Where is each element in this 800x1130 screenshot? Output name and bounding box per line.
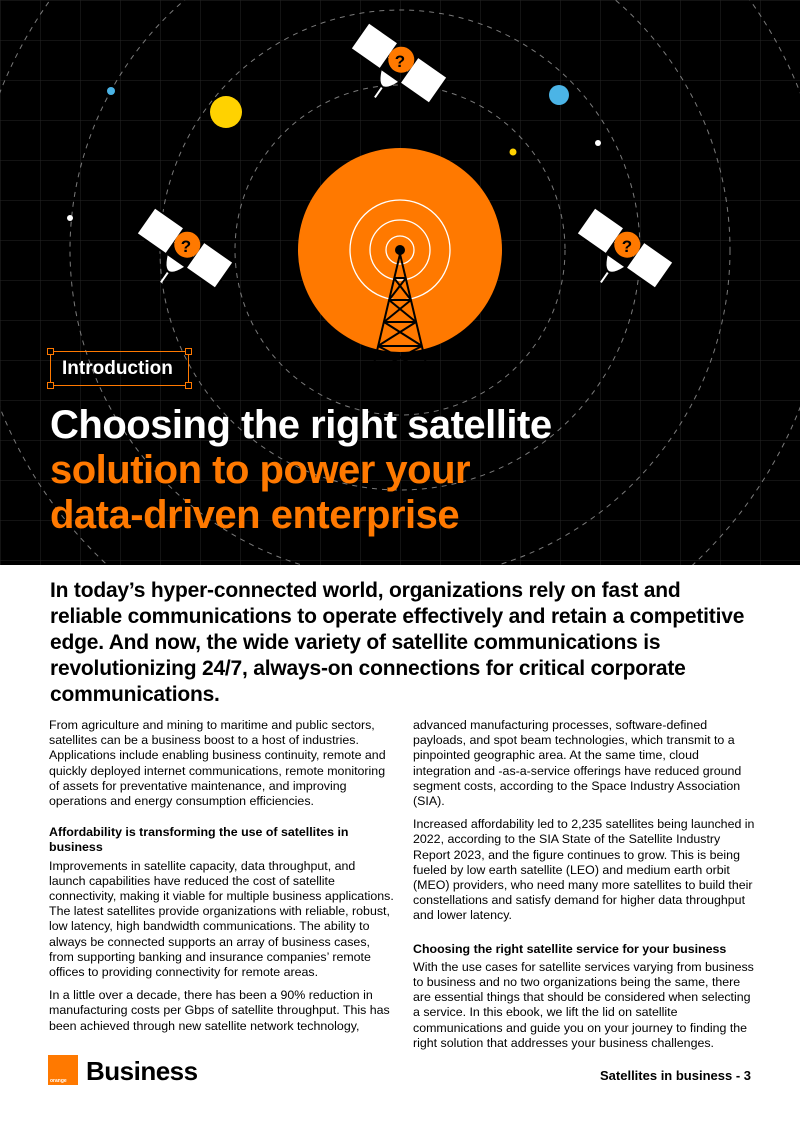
- question-mark: ?: [180, 237, 192, 256]
- right-column: [413, 718, 758, 1059]
- lead-paragraph: In today’s hyper-connected world, organizations rely on fast and reliable communications to operate effectively and retain a competitive edge. And now, the wide variety of satellite communications is revolutionizing 24/7, always-on connections for critical corporate communications.: [50, 579, 745, 706]
- sun-dot: [210, 96, 242, 128]
- title-line-1: Choosing the right satellite: [50, 403, 552, 447]
- question-mark: ?: [394, 52, 406, 71]
- body-paragraph: In a little over a decade, there has been a 90% reduction in manufacturing costs per Gbps of satellite throughput. This has been achieved through new satellite network technology,: [49, 988, 390, 1033]
- tag-corner: [47, 382, 54, 389]
- title-line-2: solution to power your: [50, 448, 471, 492]
- small-planet-dot: [107, 87, 115, 95]
- body-paragraph: Improvements in satellite capacity, data throughput, and launch capabilities have reduced the cost of satellite connectivity, making it viable for multiple business applications. The latest satellites provide organizations with reliable, robust, low latency, high bandwidth communications. The ability to always be connected supports an array of business cases, from supporting banking and insurance companies’ remote offices to providing connectivity for remote areas.: [49, 858, 394, 980]
- section-tag: [50, 351, 189, 386]
- body-paragraph: From agriculture and mining to maritime and public sectors, satellites can be a business boost to a host of industries. Applications include enabling business continuity, remote and quickly deployed internet communications, remote monitoring of assets for preventative maintenance, and improving operations and energy consumption efficiencies.: [49, 718, 386, 809]
- white-star-dot: [595, 140, 601, 146]
- tag-corner: [47, 348, 54, 355]
- logo-text: orange: [50, 1078, 67, 1084]
- section-tag-label: Introduction: [62, 358, 173, 379]
- page-title: [50, 403, 552, 538]
- brand-name: Business: [86, 1056, 198, 1086]
- planet-dot: [549, 85, 569, 105]
- body-paragraph: With the use cases for satellite services varying from business to business and no two organizations being the same, there are essential things that should be considered when selecting a service. In this ebook, we lift the lid on satellite communications and guide you on your journey to finding the right solution that addresses your business challenges.: [413, 959, 754, 1050]
- tag-corner: [185, 382, 192, 389]
- section-heading: Affordability is transforming the use of satellites in business: [49, 825, 349, 855]
- white-star-dot: [67, 215, 73, 221]
- body-paragraph: Increased affordability led to 2,235 satellites being launched in 2022, according to the SIA State of the Satellite Industry Report 2023, and the figure continues to grow. This is being fueled by low earth satellite (LEO) and medium earth orbit (MEO) providers, who need many more satellites to build their constellations and satisfy demand for higher data throughput and lower latency.: [413, 817, 755, 923]
- small-star-dot: [510, 149, 517, 156]
- left-column: [49, 718, 394, 1042]
- page-number: Satellites in business - 3: [600, 1068, 751, 1083]
- question-mark: ?: [621, 237, 633, 256]
- section-heading: Choosing the right satellite service for your business: [413, 941, 727, 956]
- title-line-3: data-driven enterprise: [50, 493, 460, 537]
- tag-corner: [185, 348, 192, 355]
- orange-logo: [48, 1055, 78, 1085]
- body-paragraph: advanced manufacturing processes, software-defined payloads, and spot beam technologies, which transmit to a pinpointed geographic area. At the same time, cloud integration and -as-a-service offerings have reduced ground segment costs, according to the Space Industry Association (SIA).: [413, 718, 742, 809]
